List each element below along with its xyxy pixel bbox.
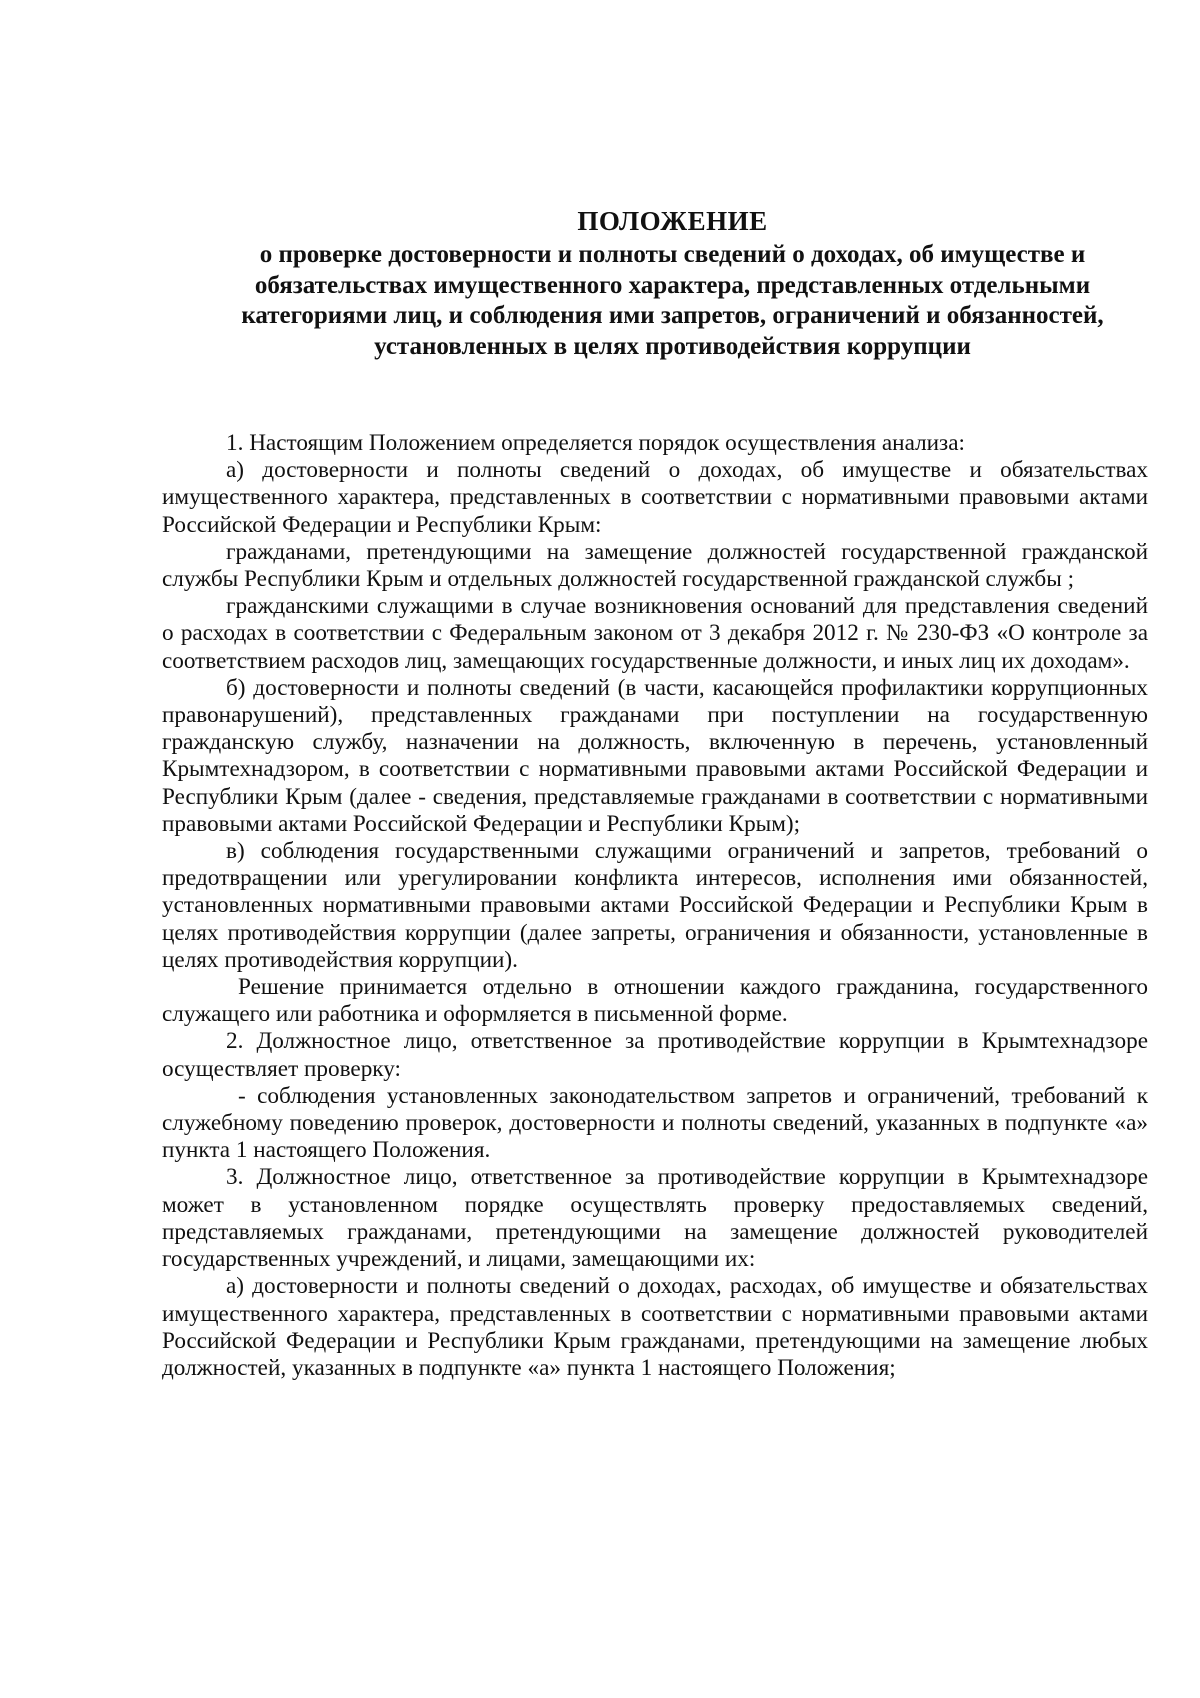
paragraph-3a: а) достоверности и полноты сведений о доходах, расходах, об имуществе и обязательствах имущественного характера, представленных в соответствии с нормативными правовыми актами Российской Федерации и Республики Крым гражданами, претендующими на замещение любых должностей, указанных в подпункте «а» пункта 1 настоящего Положения; [162,1273,1148,1381]
paragraph-1a-citizens: гражданами, претендующими на замещение должностей государственной гражданской службы Республики Крым и отдельных должностей государственной гражданской службы ; [162,538,1148,593]
document-title: ПОЛОЖЕНИЕ [577,206,768,236]
title-block [235,204,1110,362]
paragraph-1a-civil-servants: гражданскими служащими в случае возникновения оснований для представления сведений о расходах в соответствии с Федеральным законом от 3 декабря 2012 г. № 230-ФЗ «О контроле за соответствием расходов лиц, замещающих государственные должности, и иных лиц их доходам». [162,593,1148,674]
paragraph-3: 3. Должностное лицо, ответственное за противодействие коррупции в Крымтехнадзоре может в установленном порядке осуществлять проверку предоставляемых сведений, представляемых гражданами, претендующими на замещение должностей руководителей государственных учреждений, и лицами, замещающими их: [162,1164,1148,1273]
document-subtitle: о проверке достоверности и полноты сведений о доходах, об имуществе и обязательствах имущественного характера, представленных отдельными категориями лиц, и соблюдения ими запретов, ограничений и обязанностей, установленных в целях противодействия коррупции [241,241,1104,360]
paragraph-2: 2. Должностное лицо, ответственное за противодействие коррупции в Крымтехнадзоре осуществляет проверку: [162,1028,1148,1082]
paragraph-1a: а) достоверности и полноты сведений о доходах, об имуществе и обязательствах имущественного характера, представленных в соответствии с нормативными правовыми актами Российской Федерации и Республики Крым: [162,457,1148,538]
paragraph-decision: Решение принимается отдельно в отношении каждого гражданина, государственного служащего или работника и оформляется в письменной форме. [162,974,1148,1028]
paragraph-1c: в) соблюдения государственными служащими ограничений и запретов, требований о предотвращении или урегулировании конфликта интересов, исполнения ими обязанностей, установленных нормативными правовыми актами Российской Федерации и Республики Крым в целях противодействия коррупции (далее запреты, ограничения и обязанности, установленные в целях противодействия коррупции). [162,838,1148,973]
paragraph-2-item: - соблюдения установленных законодательством запретов и ограничений, требований к служебному поведению проверок, достоверности и полноты сведений, указанных в подпункте «а» пункта 1 настоящего Положения. [162,1082,1148,1164]
paragraph-1b: б) достоверности и полноты сведений (в части, касающейся профилактики коррупционных правонарушений), представленных гражданами при поступлении на государственную гражданскую службу, назначении на должность, включенную в перечень, установленный Крымтехнадзором, в соответствии с нормативными правовыми актами Российской Федерации и Республики Крым (далее - сведения, представляемые гражданами в соответствии с нормативными правовыми актами Российской Федерации и Республики Крым); [162,674,1148,837]
document-body [162,430,1148,1382]
paragraph-1: 1. Настоящим Положением определяется порядок осуществления анализа: [226,430,965,456]
